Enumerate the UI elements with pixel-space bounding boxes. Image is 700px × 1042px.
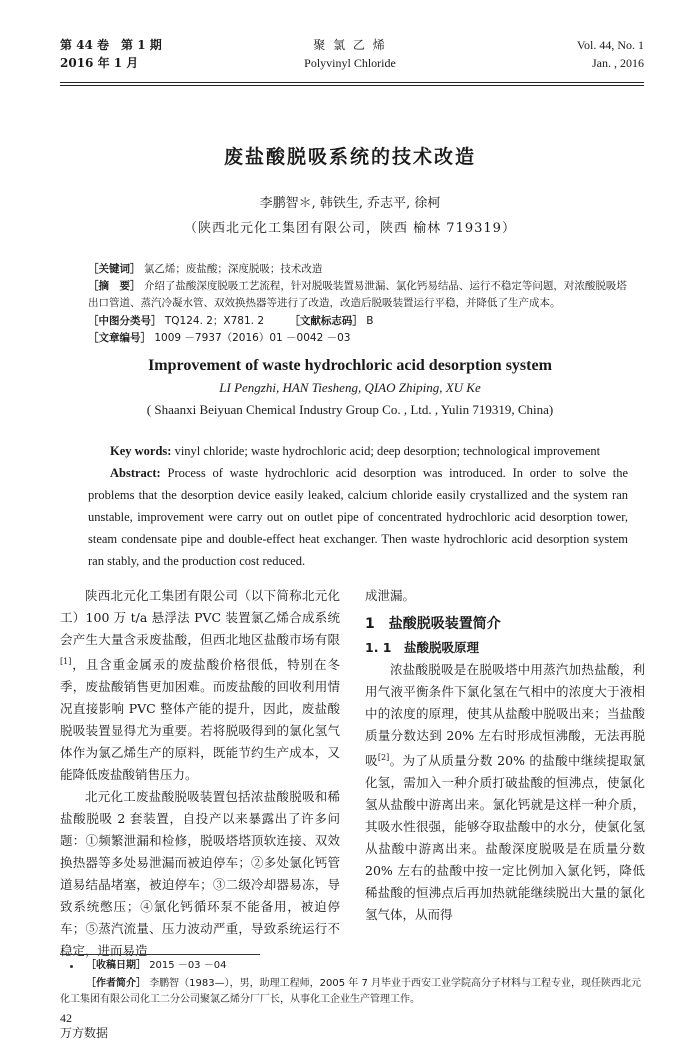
authors-zh: 李鹏智＊, 韩铁生, 乔志平, 徐柯 bbox=[259, 196, 441, 211]
class-label: ［中图分类号］ bbox=[88, 315, 162, 327]
body-p1-text-b: ，且含重金属汞的废盐酸价格很低，特别在冬季，废盐酸销售更加困难。而废盐酸的回收利用情况直接影响 PVC 整体产能的提升，因此，废盐酸脱吸装置显得尤为重要。若将脱吸得到的氯化氢气体作为氯乙烯生产的原料，既能节约生产成本，又能降低废盐酸销售压力。 bbox=[60, 657, 340, 783]
body-paragraph-3 bbox=[365, 659, 645, 926]
header-right bbox=[577, 36, 644, 72]
doc-label: ［文献标志码］ bbox=[289, 315, 363, 327]
body-paragraph-2: 北元化工废盐酸脱吸装置包括浓盐酸脱吸和稀盐酸脱吸 2 套装置，自投产以来暴露出了许多问题：①频繁泄漏和检修，脱吸塔塔顶软连接、双效换热器等多处易泄漏而被迫停车；②多处氯化钙管道易结晶堵塞，被迫停车；③二级冷却器易冻，导致系统憋压；④氯化钙循环泵不能备用，被迫停车；⑤蒸汽流量、压力波动严重，导致系统运行不稳定，进而易造 bbox=[60, 789, 340, 959]
body-p1-text-a: 陕西北元化工集团有限公司（以下简称北元化工）100 万 t/a 悬浮法 PVC 装置氯乙烯合成系统会产生大量含汞废盐酸，但西北地区盐酸市场有限 bbox=[60, 588, 340, 647]
title-en: Improvement of waste hydrochloric acid desorption system bbox=[148, 357, 552, 374]
header-journal-en: Polyvinyl Chloride bbox=[304, 56, 396, 70]
body-p3-text-b: 。为了从质量分数 20% 的盐酸中继续提取氯化氢，需加入一种介质打破盐酸的恒沸点，使氯化氢从盐酸中游离出来。氯化钙就是这样一种介质，其吸水性很强，能够夺取盐酸中的水分，使氯化氢从盐酸中游离出来。盐酸深度脱吸是在质量分数 20% 左右的盐酸中按一定比例加入氯化钙，降低稀盐酸的恒沸点后再加热就能继续脱出大量的氯化氢气体，从而得 bbox=[365, 753, 645, 923]
authors-en: LI Pengzhi, HAN Tiesheng, QIAO Zhiping, XU Ke bbox=[219, 380, 481, 395]
body-paragraph-1 bbox=[60, 585, 340, 786]
keywords-zh bbox=[88, 261, 628, 278]
keywords-en-text: vinyl chloride; waste hydrochloric acid; deep desorption; technological improvement bbox=[174, 444, 601, 458]
article-label: ［文章编号］ bbox=[88, 332, 151, 344]
body-paragraph-continuation: 成泄漏。 bbox=[365, 588, 416, 603]
abstract-en bbox=[88, 462, 628, 572]
header-rule bbox=[60, 82, 644, 83]
keywords-en bbox=[88, 440, 628, 462]
header-date: 2016 年 1 月 bbox=[60, 56, 139, 70]
abstract-zh-text: 介绍了盐酸深度脱吸工艺流程，针对脱吸装置易泄漏、氯化钙易结晶、运行不稳定等问题，对浓酸脱吸塔出口管道、蒸汽冷凝水管、双效换热器等进行了改造，改造后脱吸装置运行平稳，并降低了生产成本。 bbox=[88, 280, 627, 309]
footnote-rule bbox=[60, 954, 260, 955]
abstract-zh bbox=[88, 278, 628, 312]
class-number bbox=[88, 315, 264, 327]
title-zh: 废盐酸脱吸系统的技术改造 bbox=[223, 146, 476, 168]
received-date: 2015 －03 －04 bbox=[149, 960, 227, 971]
header-rule-double bbox=[60, 85, 644, 86]
abstract-en-text: Process of waste hydrochloric acid desorption was introduced. In order to solve the problems that the desorption device easily leaked, calcium chloride easily crystallized and the system ran unstable, improvement were carry out on outlet pipe of concentrated hydrochloric acid desorption tower, steam condensate pipe and double-effect heat exchanger. Then waste hydrochloric acid desorption system ran stably, and the production cost reduced. bbox=[88, 466, 628, 568]
abstract-en-label: Abstract: bbox=[110, 466, 161, 480]
keywords-zh-label: ［关键词］ bbox=[88, 263, 141, 275]
document-code bbox=[289, 315, 373, 327]
body-p3-text-a: 浓盐酸脱吸是在脱吸塔中用蒸汽加热盐酸，利用气液平衡条件下氯化氢在气相中的浓度大于液相中的浓度的原理，使其从盐酸中脱吸出来；当盐酸质量分数达到 20% 左右时形成恒沸酸，无法再脱吸 bbox=[365, 662, 645, 769]
header-volume: 第 44 卷 第 1 期 bbox=[60, 38, 162, 52]
body-right-column bbox=[365, 585, 645, 926]
classification-line bbox=[88, 313, 628, 347]
header-journal-zh: 聚 氯 乙 烯 bbox=[313, 38, 387, 52]
keywords-en-label: Key words: bbox=[110, 444, 172, 458]
affiliation-en: ( Shaanxi Beiyuan Chemical Industry Group Co. , Ltd. , Yulin 719319, China) bbox=[146, 402, 554, 417]
article-number bbox=[88, 332, 350, 344]
reference-1[interactable]: [1] bbox=[60, 657, 72, 666]
affiliation-zh: （陕西北元化工集团有限公司，陕西 榆林 719319） bbox=[184, 221, 516, 236]
footnote-author bbox=[60, 976, 645, 1008]
body-left-column bbox=[60, 585, 340, 962]
header-vol-no: Vol. 44, No. 1 bbox=[576, 38, 644, 52]
footnote-bullet-icon bbox=[70, 965, 73, 968]
footnote-received bbox=[86, 958, 671, 974]
article-value: 1009 －7937（2016）01 －0042 －03 bbox=[154, 332, 351, 344]
page-number: 42 bbox=[60, 1011, 72, 1025]
abstract-zh-label: ［摘 要］ bbox=[88, 280, 141, 292]
class-value: TQ124. 2；X781. 2 bbox=[164, 315, 265, 327]
subsection-heading-1-1: 1. 1 盐酸脱吸原理 bbox=[365, 640, 479, 655]
watermark: 万方数据 bbox=[60, 1026, 109, 1040]
reference-2[interactable]: [2] bbox=[377, 753, 390, 762]
received-label: ［收稿日期］ bbox=[86, 960, 146, 971]
doc-value: B bbox=[366, 315, 374, 327]
author-bio-label: ［作者简介］ bbox=[86, 978, 146, 989]
section-heading-1: 1 盐酸脱吸装置简介 bbox=[365, 616, 501, 632]
author-bio: 李鹏智（1983—），男，助理工程师，2005 年 7 月毕业于西安工业学院高分子材料与工程专业，现任陕西北元化工集团有限公司化工二分公司聚氯乙烯分厂厂长，从事化工企业生产管理工作。 bbox=[60, 978, 641, 1005]
header-month: Jan. , 2016 bbox=[592, 56, 644, 70]
keywords-zh-text: 氯乙烯；废盐酸；深度脱吸；技术改造 bbox=[143, 263, 323, 275]
